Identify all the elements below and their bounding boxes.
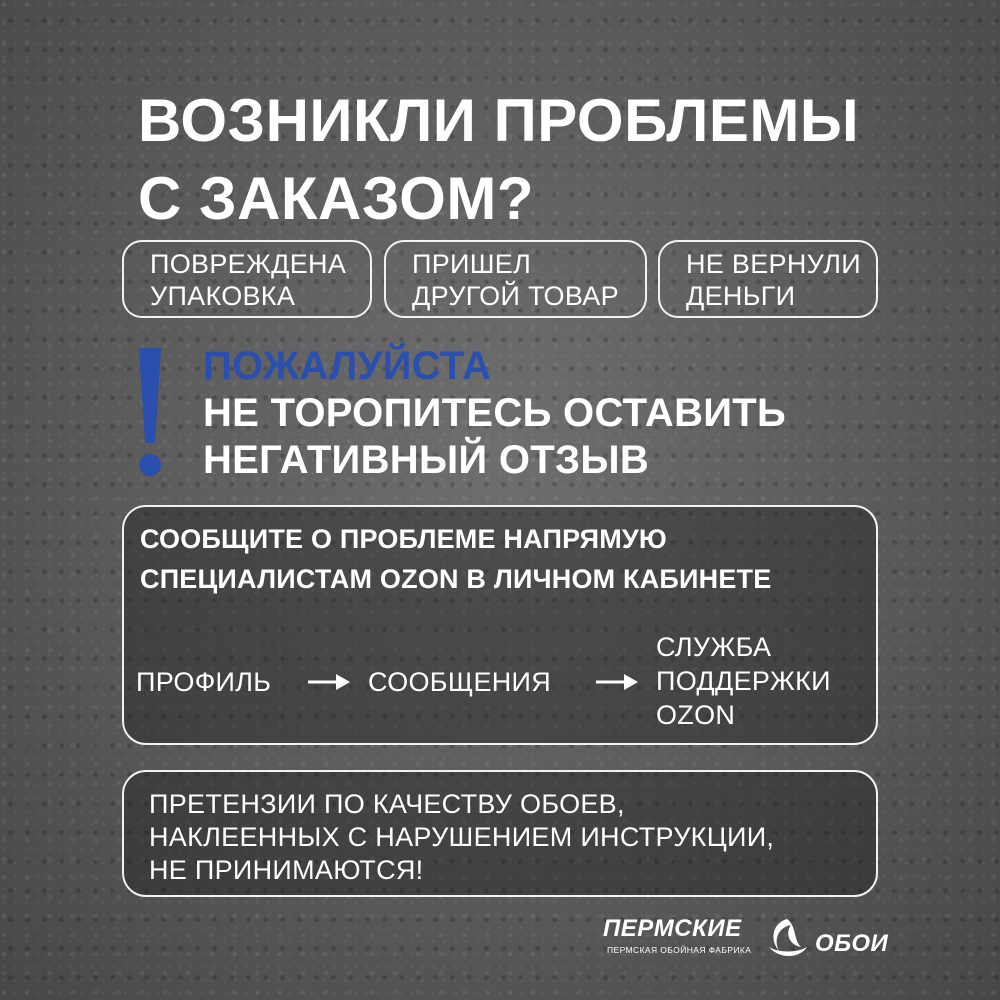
support-line: ПОДДЕРЖКИ: [656, 666, 831, 696]
path-step-support: [656, 630, 831, 732]
path-step-profile: ПРОФИЛЬ: [136, 667, 272, 697]
notice-line: НЕ ПРИНИМАЮТСЯ!: [149, 855, 424, 885]
contact-instructions-box: [122, 505, 878, 745]
problem-tag-line: ПРИШЕЛ: [412, 249, 532, 279]
path-step-messages: СООБЩЕНИЯ: [368, 667, 552, 697]
problem-tag-line: ПОВРЕЖДЕНА: [150, 249, 347, 279]
problem-tag-line: УПАКОВКА: [150, 281, 296, 311]
problem-tag-line: НЕ ВЕРНУЛИ: [686, 249, 861, 279]
problem-tag-damaged-package: [122, 240, 372, 318]
brand-subtitle: ПЕРМСКАЯ ОБОЙНАЯ ФАБРИКА: [607, 945, 752, 955]
page-title: [138, 82, 859, 238]
contact-line-1: [140, 519, 771, 559]
problem-tag-wrong-item: [384, 240, 647, 318]
brand-logo: [603, 915, 903, 967]
notice-line: ПРЕТЕНЗИИ ПО КАЧЕСТВУ ОБОЕВ,: [149, 789, 625, 819]
warning-line-2: НЕГАТИВНЫЙ ОТЗЫВ: [203, 438, 650, 482]
navigation-path: [136, 625, 866, 730]
problem-tag-line: ДРУГОЙ ТОВАР: [412, 281, 619, 311]
arrow-right-icon: [594, 671, 640, 693]
brand-name-top: ПЕРМСКИЕ: [603, 915, 742, 942]
contact-line-1-start: СООБЩИТЕ О ПРОБЛЕМЕ: [140, 524, 504, 554]
title-line-2: С ЗАКАЗОМ?: [138, 165, 534, 232]
support-line: OZON: [656, 700, 736, 730]
title-line-1: ВОЗНИКЛИ ПРОБЛЕМЫ: [138, 87, 860, 154]
exclamation-icon: [137, 348, 163, 478]
contact-heading: [140, 519, 771, 599]
warning-accent: ПОЖАЛУЙСТА: [203, 344, 492, 388]
arrow-right-icon: [306, 671, 352, 693]
brand-name-bottom: ОБОИ: [815, 930, 889, 957]
support-line: СЛУЖБА: [656, 632, 772, 662]
contact-line-2: СПЕЦИАЛИСТАМ OZON В ЛИЧНОМ КАБИНЕТЕ: [140, 564, 772, 594]
notice-line: НАКЛЕЕННЫХ С НАРУШЕНИЕМ ИНСТРУКЦИИ,: [149, 822, 775, 852]
problem-tag-no-refund: [658, 240, 878, 318]
contact-line-1-bold: НАПРЯМУЮ: [503, 524, 667, 554]
quality-notice-box: [122, 770, 878, 897]
warning-line-1: НЕ ТОРОПИТЕСЬ ОСТАВИТЬ: [203, 391, 787, 435]
swirl-logo-icon: [763, 917, 811, 959]
quality-notice-text: [149, 788, 774, 887]
warning-message: [203, 343, 786, 484]
problem-tag-line: ДЕНЬГИ: [686, 281, 796, 311]
